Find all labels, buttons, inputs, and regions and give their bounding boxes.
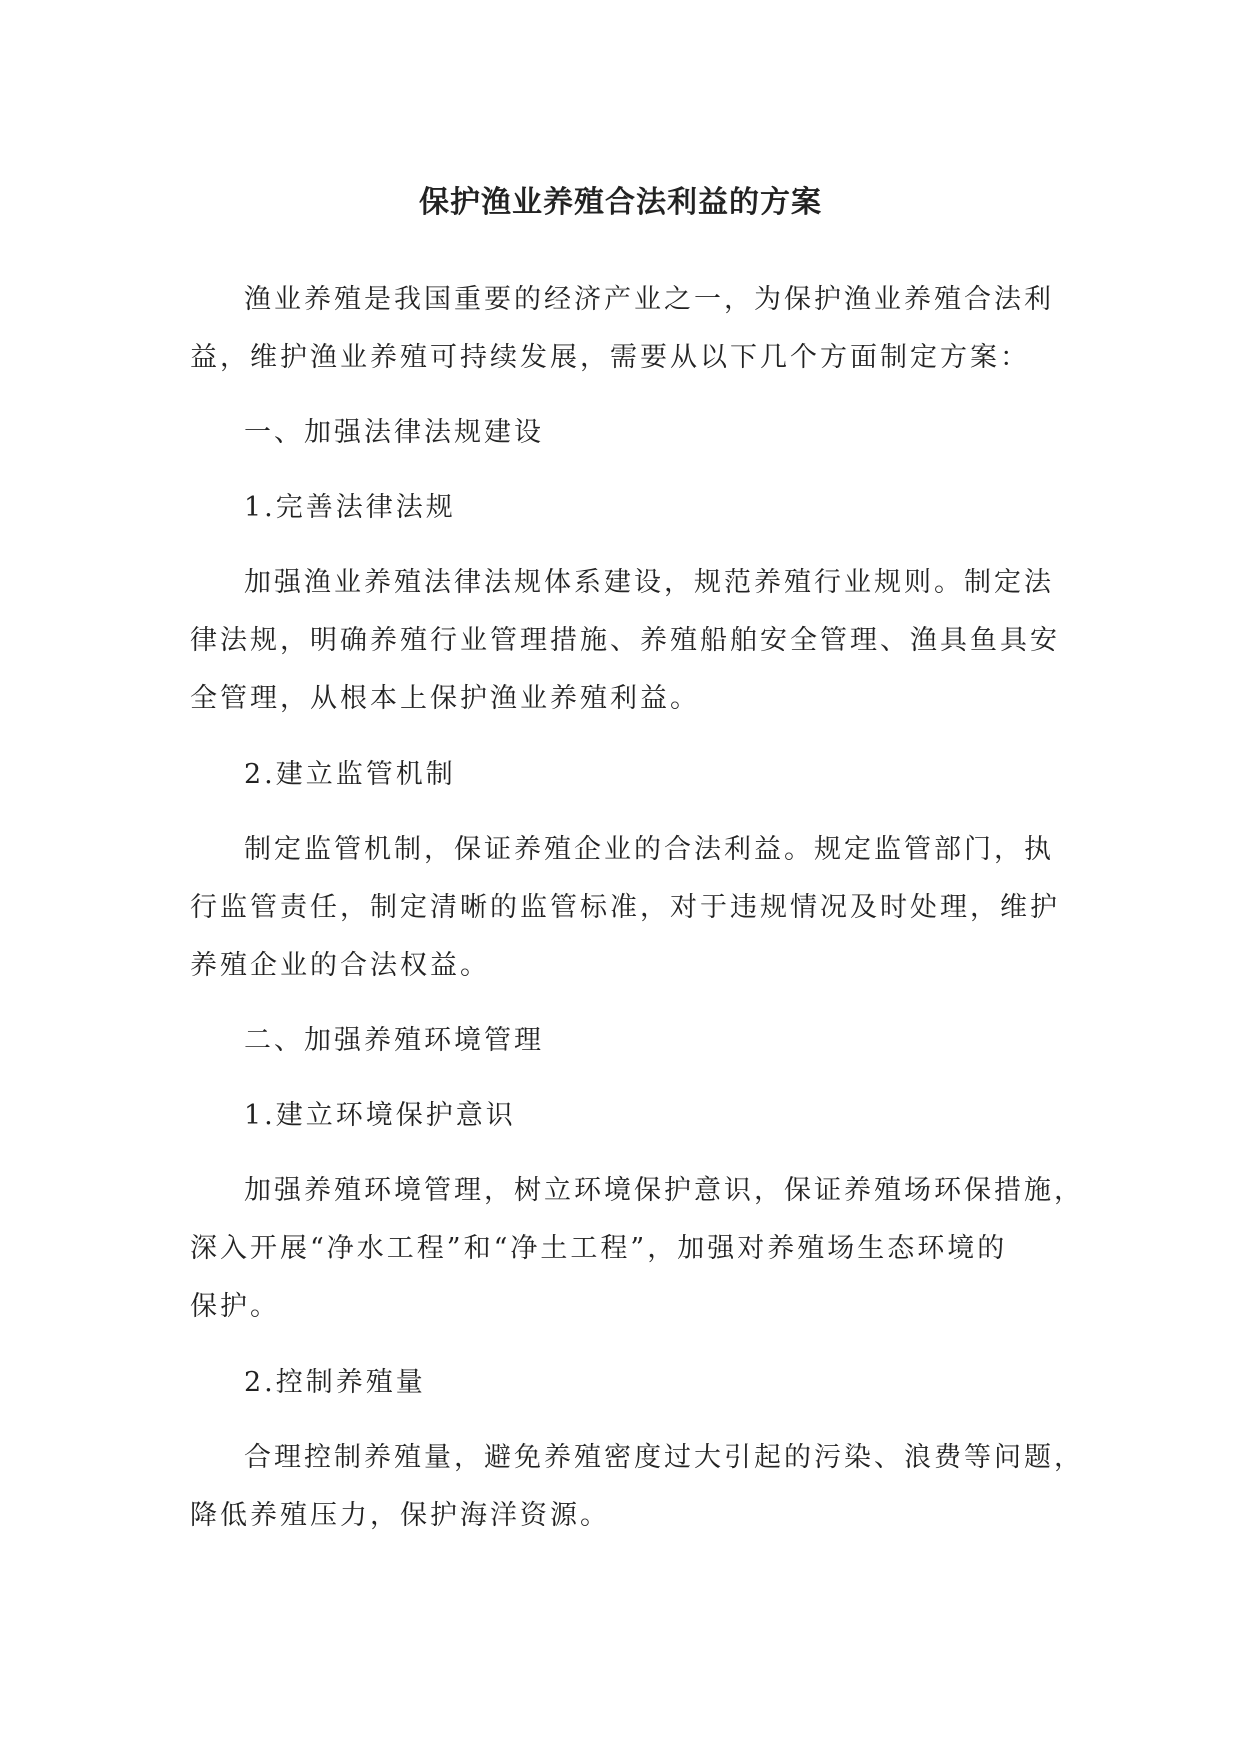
paragraph-2-2-line-1: 合理控制养殖量，避免养殖密度过大引起的污染、浪费等问题，	[244, 1442, 1084, 1473]
section-heading-1: 一、加强法律法规建设	[244, 417, 544, 448]
paragraph-1-1-line-2: 律法规，明确养殖行业管理措施、养殖船舶安全管理、渔具鱼具安	[190, 625, 1060, 656]
paragraph-1-2-line-1: 制定监管机制，保证养殖企业的合法利益。规定监管部门，执	[244, 834, 1054, 865]
subheading-1-1: 1.完善法律法规	[244, 492, 456, 523]
subheading-2-2: 2.控制养殖量	[244, 1367, 426, 1398]
paragraph-1-1-line-1: 加强渔业养殖法律法规体系建设，规范养殖行业规则。制定法	[244, 567, 1054, 598]
section-heading-2: 二、加强养殖环境管理	[244, 1025, 544, 1056]
paragraph-2-1-line-3: 保护。	[190, 1291, 280, 1322]
subheading-2-1: 1.建立环境保护意识	[244, 1100, 516, 1131]
paragraph-2-1-line-2: 深入开展“净水工程”和“净土工程”，加强对养殖场生态环境的	[190, 1233, 1008, 1264]
paragraph-1-1-line-3: 全管理，从根本上保护渔业养殖利益。	[190, 683, 700, 714]
intro-line-2: 益，维护渔业养殖可持续发展，需要从以下几个方面制定方案：	[190, 342, 1030, 373]
paragraph-2-1-line-1: 加强养殖环境管理，树立环境保护意识，保证养殖场环保措施，	[244, 1175, 1084, 1206]
paragraph-1-2-line-3: 养殖企业的合法权益。	[190, 950, 490, 981]
subheading-1-2: 2.建立监管机制	[244, 759, 456, 790]
intro-line-1: 渔业养殖是我国重要的经济产业之一，为保护渔业养殖合法利	[244, 284, 1054, 315]
paragraph-2-2-line-2: 降低养殖压力，保护海洋资源。	[190, 1500, 610, 1531]
document-title: 保护渔业养殖合法利益的方案	[419, 185, 822, 220]
paragraph-1-2-line-2: 行监管责任，制定清晰的监管标准，对于违规情况及时处理，维护	[190, 892, 1060, 923]
